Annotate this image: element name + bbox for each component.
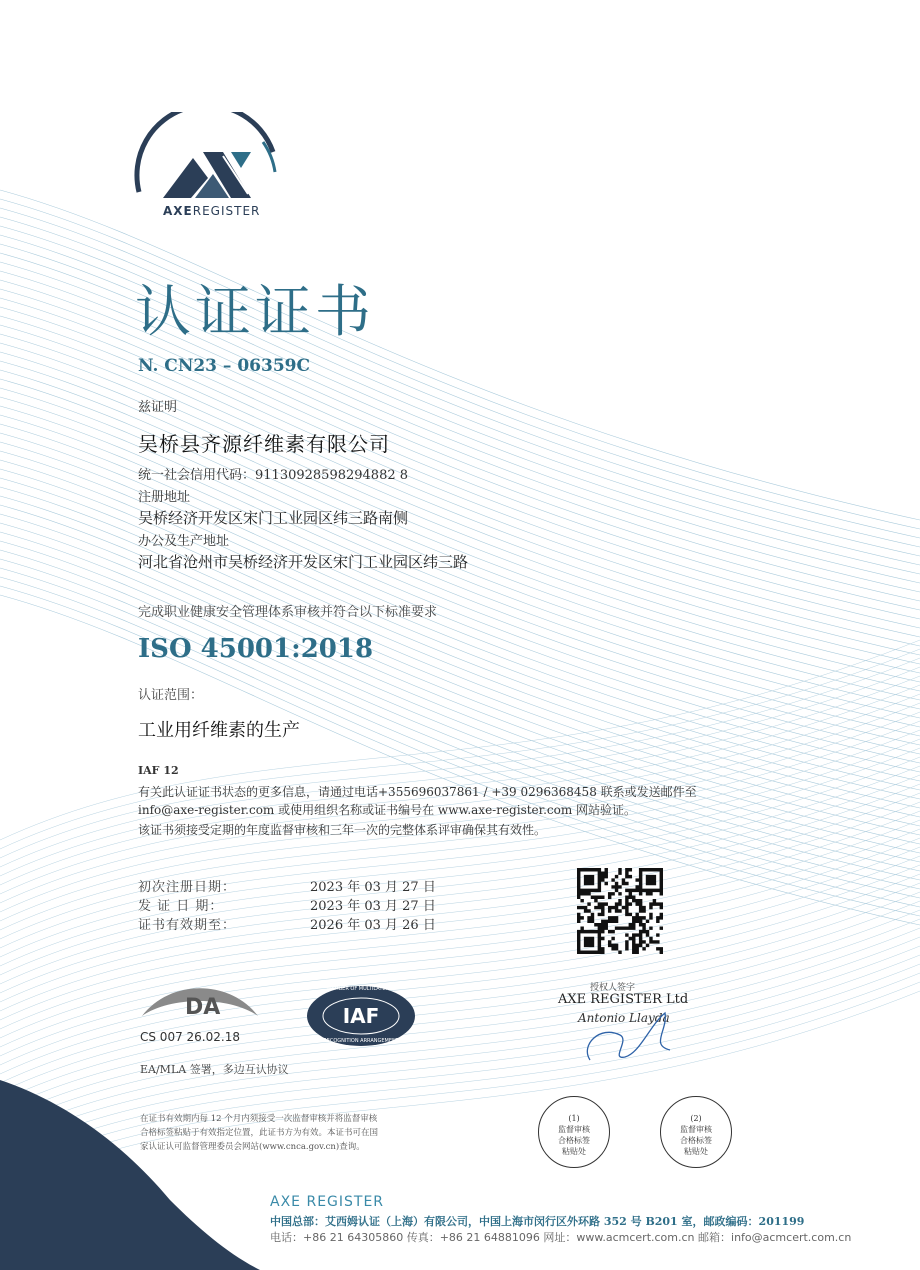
- surveillance-stamp-2: [660, 1096, 732, 1168]
- registered-address: 吴桥经济开发区宋门工业园区纬三路南侧: [138, 509, 409, 527]
- stamp-line: 监督审核: [680, 1125, 712, 1134]
- stamp-line: 粘贴处: [562, 1147, 586, 1156]
- validity-note: [140, 1112, 378, 1154]
- stamp-line: 监督审核: [558, 1125, 590, 1134]
- initial-reg-date: 2023 年 03 月 27 日: [310, 880, 436, 895]
- registered-address-label: 注册地址: [138, 490, 191, 505]
- stamp-number: (1): [568, 1114, 580, 1123]
- certificate-number: N. CN23 – 06359C: [138, 356, 311, 376]
- audit-statement: 完成职业健康安全管理体系审核并符合以下标准要求: [138, 605, 438, 620]
- iaf-ring-top: MEMBER OF MULTILATERAL: [326, 986, 396, 992]
- da-code: CS 007 26.02.18: [140, 1030, 240, 1044]
- signature-name: Antonio Llayda: [578, 1011, 670, 1025]
- validity-note-line: 在证书有效期内每 12 个月内须接受一次监督审核并将监督审核: [140, 1114, 378, 1124]
- axe-register-logo: [133, 112, 283, 222]
- validity-note-line: 家认证认可监督管理委员会网站(www.cnca.gov.cn)查询。: [140, 1142, 365, 1152]
- expiry-date-label: 证书有效期至：: [138, 918, 237, 933]
- corner-shape: [0, 1080, 300, 1270]
- credit-code: 统一社会信用代码：91130928598294882 8: [138, 468, 409, 483]
- logo-brand-rest: REGISTER: [192, 204, 261, 218]
- iaf-logo-text: IAF: [342, 1004, 380, 1028]
- info-line-2: info@axe-register.com 或使用组织名称或证书编号在 www.axe-register.com 网站验证。: [138, 803, 637, 817]
- iaf-ring-bottom: RECOGNITION ARRANGEMENT: [323, 1038, 399, 1044]
- mla-statement: EA/MLA 签署，多边互认协议: [140, 1063, 289, 1076]
- certify-intro: 兹证明: [138, 400, 178, 415]
- info-line-1: 有关此认证证书状态的更多信息，请通过电话+355696037861 / +39 0296368458 联系或发送邮件至: [138, 785, 697, 799]
- office-address: 河北省沧州市吴桥经济开发区宋门工业园区纬三路: [138, 553, 469, 571]
- certificate-title: 认证证书: [135, 280, 375, 345]
- qr-code[interactable]: [577, 868, 663, 954]
- signature-label: 授权人签字: [590, 983, 636, 993]
- footer-headquarters: 中国总部：艾西姆认证（上海）有限公司，中国上海市闵行区外环路 352 号 B201 室，邮政编码：201199: [270, 1215, 805, 1228]
- company-name: 吴桥县齐源纤维素有限公司: [138, 432, 390, 456]
- info-line-3: 该证书须接受定期的年度监督审核和三年一次的完整体系评审确保其有效性。: [138, 823, 547, 837]
- logo-brand-bold: AXE: [163, 204, 193, 218]
- iaf-mla-logo: [305, 984, 417, 1048]
- surveillance-stamp-1: [538, 1096, 610, 1168]
- handwritten-signature: [570, 1005, 690, 1065]
- scope-label: 认证范围：: [138, 688, 204, 703]
- iaf-code: IAF 12: [138, 764, 179, 777]
- iso-standard: ISO 45001:2018: [138, 634, 374, 664]
- signature-company: AXE REGISTER Ltd: [558, 992, 689, 1007]
- certification-scope: 工业用纤维素的生产: [138, 720, 300, 741]
- stamp-line: 合格标签: [680, 1136, 712, 1145]
- office-address-label: 办公及生产地址: [138, 534, 230, 549]
- stamp-number: (2): [690, 1114, 702, 1123]
- logo-emblem-icon: [133, 112, 283, 202]
- validity-note-line: 合格标签粘贴于有效指定位置，此证书方为有效。本证书可在国: [140, 1128, 379, 1138]
- expiry-date: 2026 年 03 月 26 日: [310, 918, 436, 933]
- da-accreditation-logo: [140, 974, 260, 1024]
- svg-text:DA: DA: [185, 995, 221, 1020]
- issue-date: 2023 年 03 月 27 日: [310, 899, 436, 914]
- footer-contact: 电话：+86 21 64305860 传真：+86 21 64881096 网址：www.acmcert.com.cn 邮箱：info@acmcert.com.cn: [270, 1231, 852, 1244]
- stamp-line: 合格标签: [558, 1136, 590, 1145]
- initial-reg-date-label: 初次注册日期：: [138, 880, 237, 895]
- stamp-line: 粘贴处: [684, 1147, 708, 1156]
- footer-company-name: AXE REGISTER: [270, 1194, 385, 1210]
- issue-date-label: 发 证 日 期：: [138, 899, 224, 914]
